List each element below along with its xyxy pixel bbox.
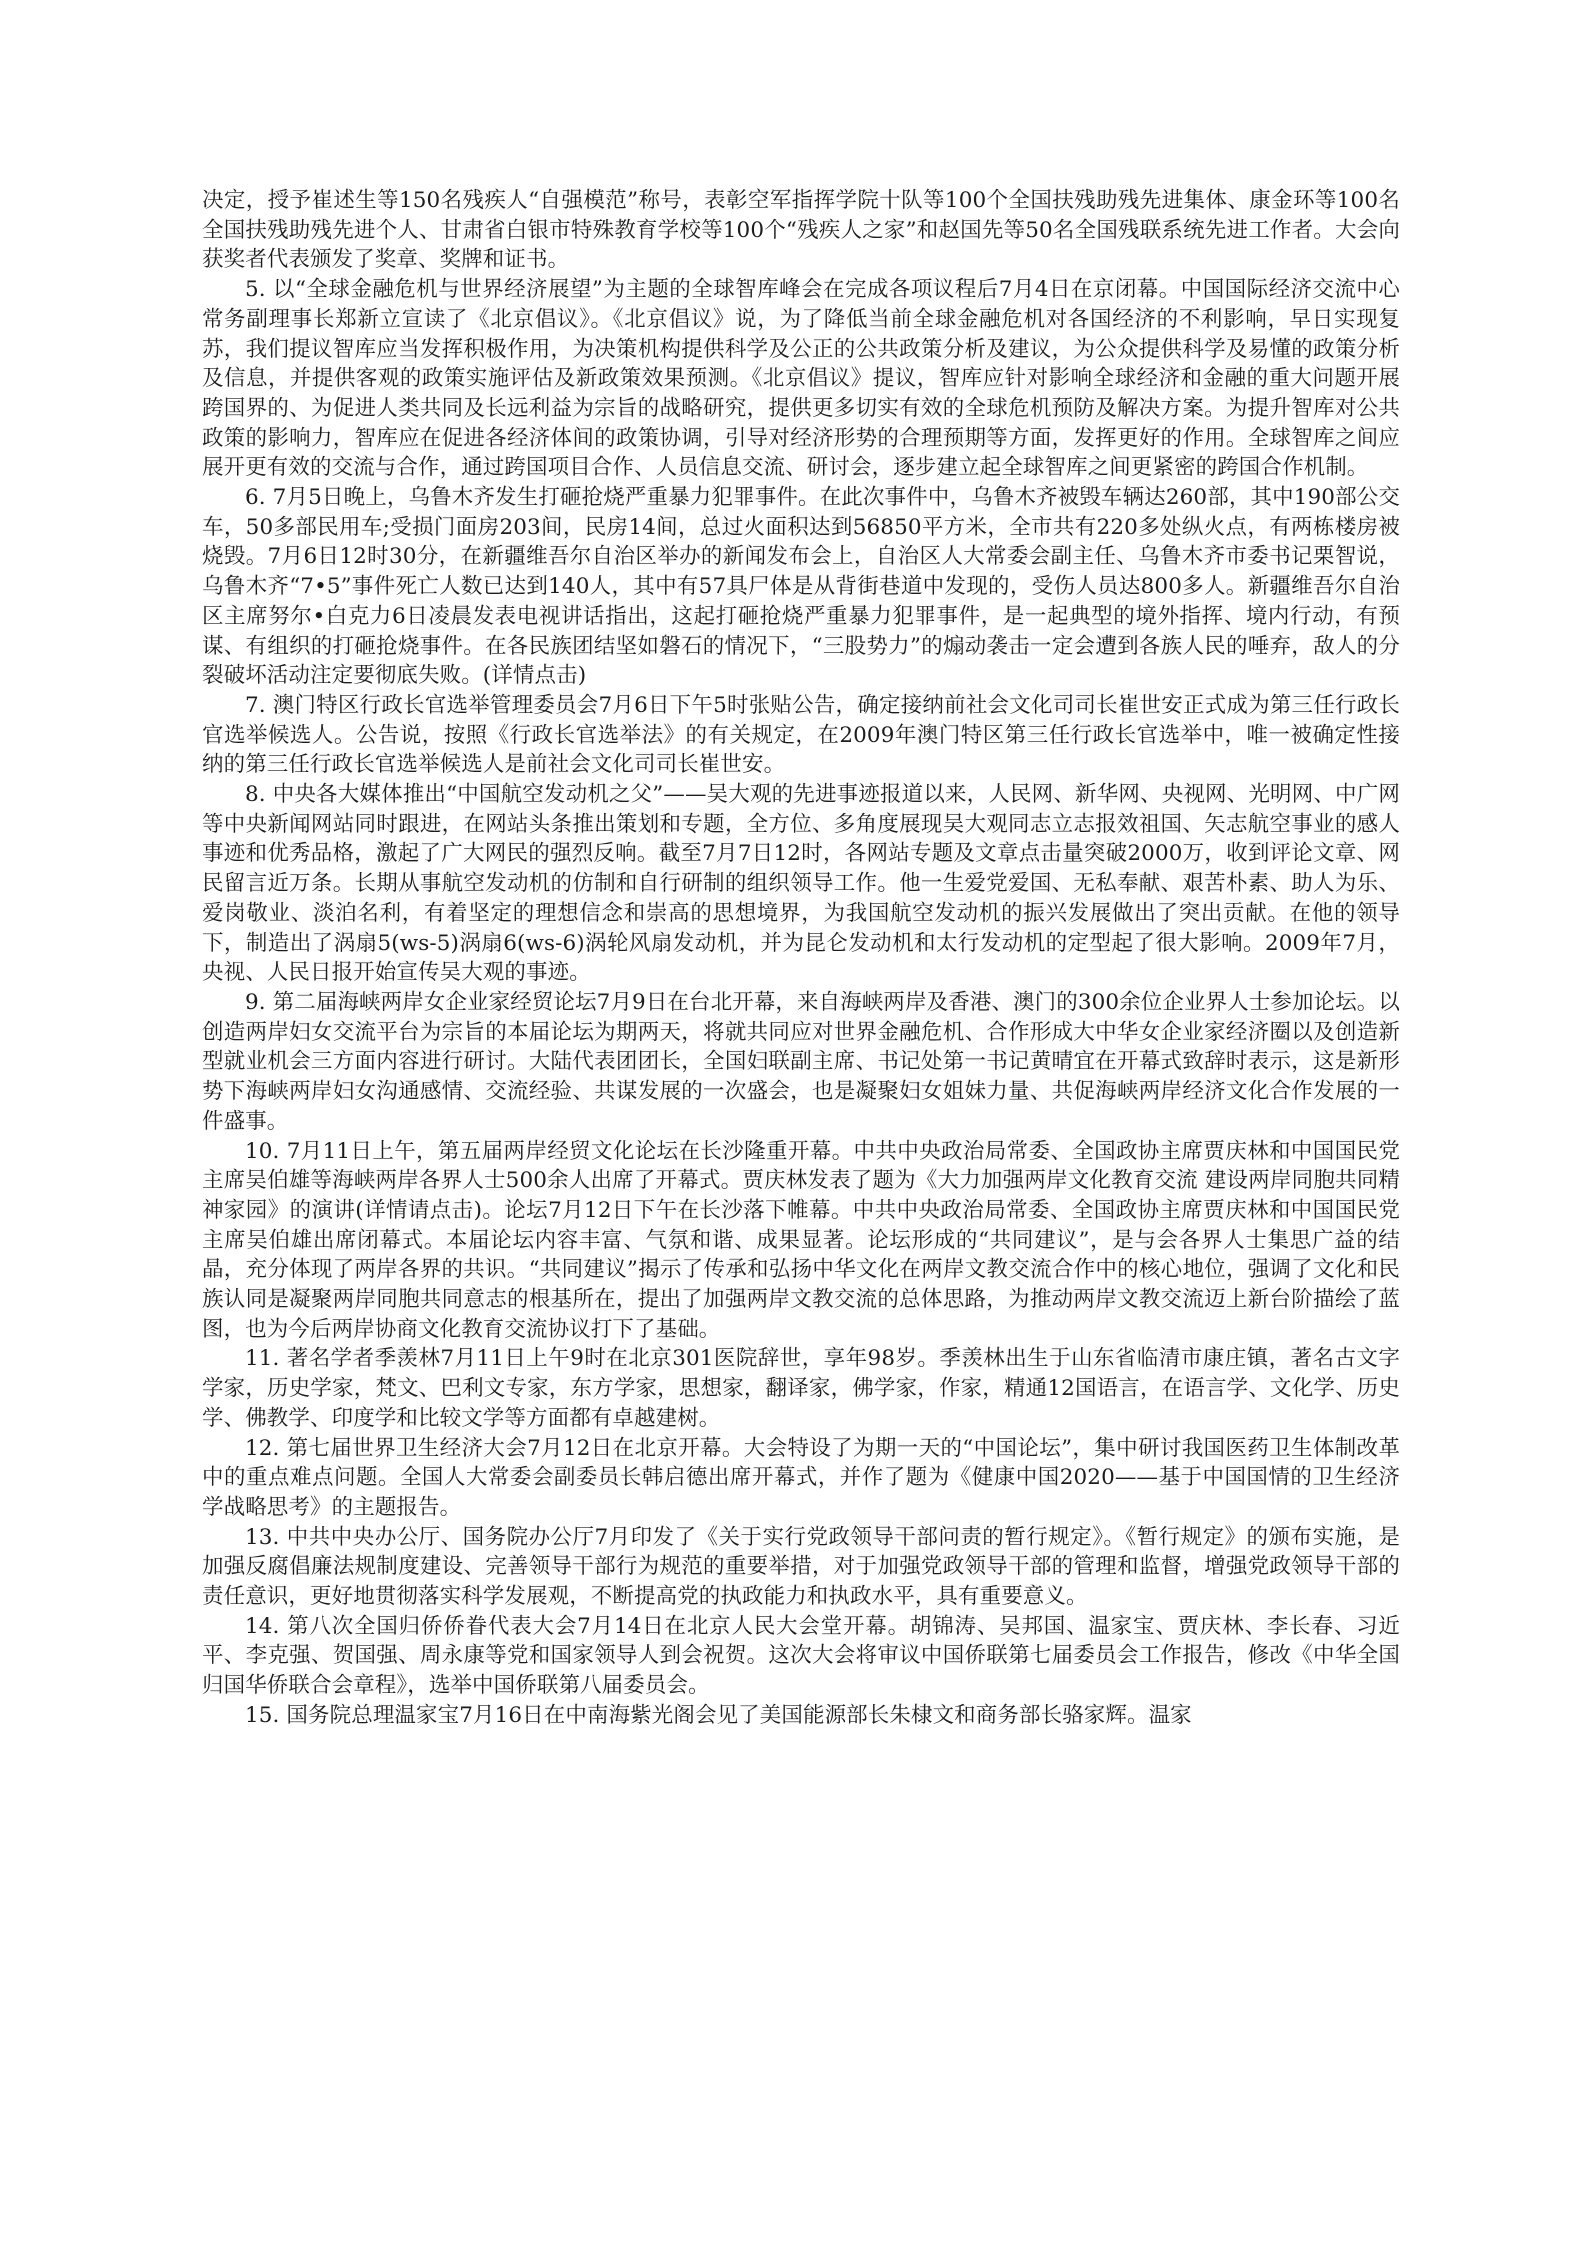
paragraph-item-13: 13. 中共中央办公厅、国务院办公厅7月印发了《关于实行党政领导干部问责的暂行规定》。《暂行规定》的颁布实施，是加强反腐倡廉法规制度建设、完善领导干部行为规范的重要举措，对于加强党政领导干部的管理和监督，增强党政领导干部的责任意识，更好地贯彻落实科学发展观，不断提高党的执政能力和执政水平，具有重要意义。: [202, 1524, 1400, 1610]
paragraph-item-7: 7. 澳门特区行政长官选举管理委员会7月6日下午5时张贴公告，确定接纳前社会文化司司长崔世安正式成为第三任行政长官选举候选人。公告说，按照《行政长官选举法》的有关规定，在2009年澳门特区第三任行政长官选举中，唯一被确定性接纳的第三任行政长官选举候选人是前社会文化司司长崔世安。: [202, 692, 1400, 778]
paragraph-item-9: 9. 第二届海峡两岸女企业家经贸论坛7月9日在台北开幕，来自海峡两岸及香港、澳门的300余位企业界人士参加论坛。以创造两岸妇女交流平台为宗旨的本届论坛为期两天，将就共同应对世界金融危机、合作形成大中华女企业家经济圈以及创造新型就业机会三方面内容进行研讨。大陆代表团团长，全国妇联副主席、书记处第一书记黄晴宜在开幕式致辞时表示，这是新形势下海峡两岸妇女沟通感情、交流经验、共谋发展的一次盛会，也是凝聚妇女姐妹力量、共促海峡两岸经济文化合作发展的一件盛事。: [202, 989, 1400, 1134]
paragraph-item-11: 11. 著名学者季羡林7月11日上午9时在北京301医院辞世，享年98岁。季羡林出生于山东省临清市康庄镇，著名古文字学家，历史学家，梵文、巴利文专家，东方学家，思想家，翻译家，佛学家，作家，精通12国语言，在语言学、文化学、历史学、佛教学、印度学和比较文学等方面都有卓越建树。: [202, 1346, 1400, 1431]
paragraph-item-5: 5. 以“全球金融危机与世界经济展望”为主题的全球智库峰会在完成各项议程后7月4日在京闭幕。中国国际经济交流中心常务副理事长郑新立宣读了《北京倡议》。《北京倡议》说，为了降低当前全球金融危机对各国经济的不利影响，早日实现复苏，我们提议智库应当发挥积极作用，为决策机构提供科学及公正的公共政策分析及建议，为公众提供科学及易懂的政策分析及信息，并提供客观的政策实施评估及新政策效果预测。《北京倡议》提议，智库应针对影响全球经济和金融的重大问题开展跨国界的、为促进人类共同及长远利益为宗旨的战略研究，提供更多切实有效的全球危机预防及解决方案。为提升智库对公共政策的影响力，智库应在促进各经济体间的政策协调，引导对经济形势的合理预期等方面，发挥更好的作用。全球智库之间应展开更有效的交流与合作，通过跨国项目合作、人员信息交流、研讨会，逐步建立起全球智库之间更紧密的跨国合作机制。: [202, 277, 1400, 481]
paragraph-item-8: 8. 中央各大媒体推出“中国航空发动机之父”——吴大观的先进事迹报道以来，人民网、新华网、央视网、光明网、中广网等中央新闻网站同时跟进，在网站头条推出策划和专题，全方位、多角度展现吴大观同志立志报效祖国、矢志航空事业的感人事迹和优秀品格，激起了广大网民的强烈反响。截至7月7日12时，各网站专题及文章点击量突破2000万，收到评论文章、网民留言近万条。长期从事航空发动机的仿制和自行研制的组织领导工作。他一生爱党爱国、无私奉献、艰苦朴素、助人为乐、爱岗敬业、淡泊名利，有着坚定的理想信念和崇高的思想境界，为我国航空发动机的振兴发展做出了突出贡献。在他的领导下，制造出了涡扇5(ws-5)涡扇6(ws-6)涡轮风扇发动机，并为昆仑发动机和太行发动机的定型起了很大影响。2009年7月，央视、人民日报开始宣传吴大观的事迹。: [202, 782, 1400, 986]
paragraph-item-15: 15. 国务院总理温家宝7月16日在中南海紫光阁会见了美国能源部长朱棣文和商务部长骆家辉。温家: [245, 1702, 1192, 1728]
document-body: [202, 186, 1400, 2216]
paragraph-item-10: 10. 7月11日上午，第五届两岸经贸文化论坛在长沙隆重开幕。中共中央政治局常委、全国政协主席贾庆林和中国国民党主席吴伯雄等海峡两岸各界人士500余人出席了开幕式。贾庆林发表了题为《大力加强两岸文化教育交流 建设两岸同胞共同精神家园》的演讲(详情请点击)。论坛7月12日下午在长沙落下帷幕。中共中央政治局常委、全国政协主席贾庆林和中国国民党主席吴伯雄出席闭幕式。本届论坛内容丰富、气氛和谐、成果显著。论坛形成的“共同建议”，是与会各界人士集思广益的结晶，充分体现了两岸各界的共识。“共同建议”揭示了传承和弘扬中华文化在两岸文教交流合作中的核心地位，强调了文化和民族认同是凝聚两岸同胞共同意志的根基所在，提出了加强两岸文教交流的总体思路，为推动两岸文教交流迈上新台阶描绘了蓝图，也为今后两岸协商文化教育交流协议打下了基础。: [202, 1138, 1400, 1342]
paragraph-item-14: 14. 第八次全国归侨侨眷代表大会7月14日在北京人民大会堂开幕。胡锦涛、吴邦国、温家宝、贾庆林、李长春、习近平、李克强、贺国强、周永康等党和国家领导人到会祝贺。这次大会将审议中国侨联第七届委员会工作报告，修改《中华全国归国华侨联合会章程》，选举中国侨联第八届委员会。: [202, 1613, 1400, 1699]
paragraph-item-6: 6. 7月5日晚上，乌鲁木齐发生打砸抢烧严重暴力犯罪事件。在此次事件中，乌鲁木齐被毁车辆达260部，其中190部公交车，50多部民用车;受损门面房203间，民房14间，总过火面积达到56850平方米，全市共有220多处纵火点，有两栋楼房被烧毁。7月6日12时30分，在新疆维吾尔自治区举办的新闻发布会上，自治区人大常委会副主任、乌鲁木齐市委书记栗智说，乌鲁木齐“7•5”事件死亡人数已达到140人，其中有57具尸体是从背街巷道中发现的，受伤人员达800多人。新疆维吾尔自治区主席努尔•白克力6日凌晨发表电视讲话指出，这起打砸抢烧严重暴力犯罪事件，是一起典型的境外指挥、境内行动，有预谋、有组织的打砸抢烧事件。在各民族团结坚如磐石的情况下，“三股势力”的煽动袭击一定会遭到各族人民的唾弃，敌人的分裂破坏活动注定要彻底失败。(详情点击): [202, 485, 1400, 689]
paragraph-continuation: 决定，授予崔述生等150名残疾人“自强模范”称号，表彰空军指挥学院十队等100个全国扶残助残先进集体、康金环等100名全国扶残助残先进个人、甘肃省白银市特殊教育学校等100个“残疾人之家”和赵国先等50名全国残联系统先进工作者。大会向获奖者代表颁发了奖章、奖牌和证书。: [202, 188, 1400, 273]
paragraph-item-12: 12. 第七届世界卫生经济大会7月12日在北京开幕。大会特设了为期一天的“中国论坛”，集中研讨我国医药卫生体制改革中的重点难点问题。全国人大常委会副委员长韩启德出席开幕式，并作了题为《健康中国2020——基于中国国情的卫生经济学战略思考》的主题报告。: [202, 1435, 1400, 1520]
